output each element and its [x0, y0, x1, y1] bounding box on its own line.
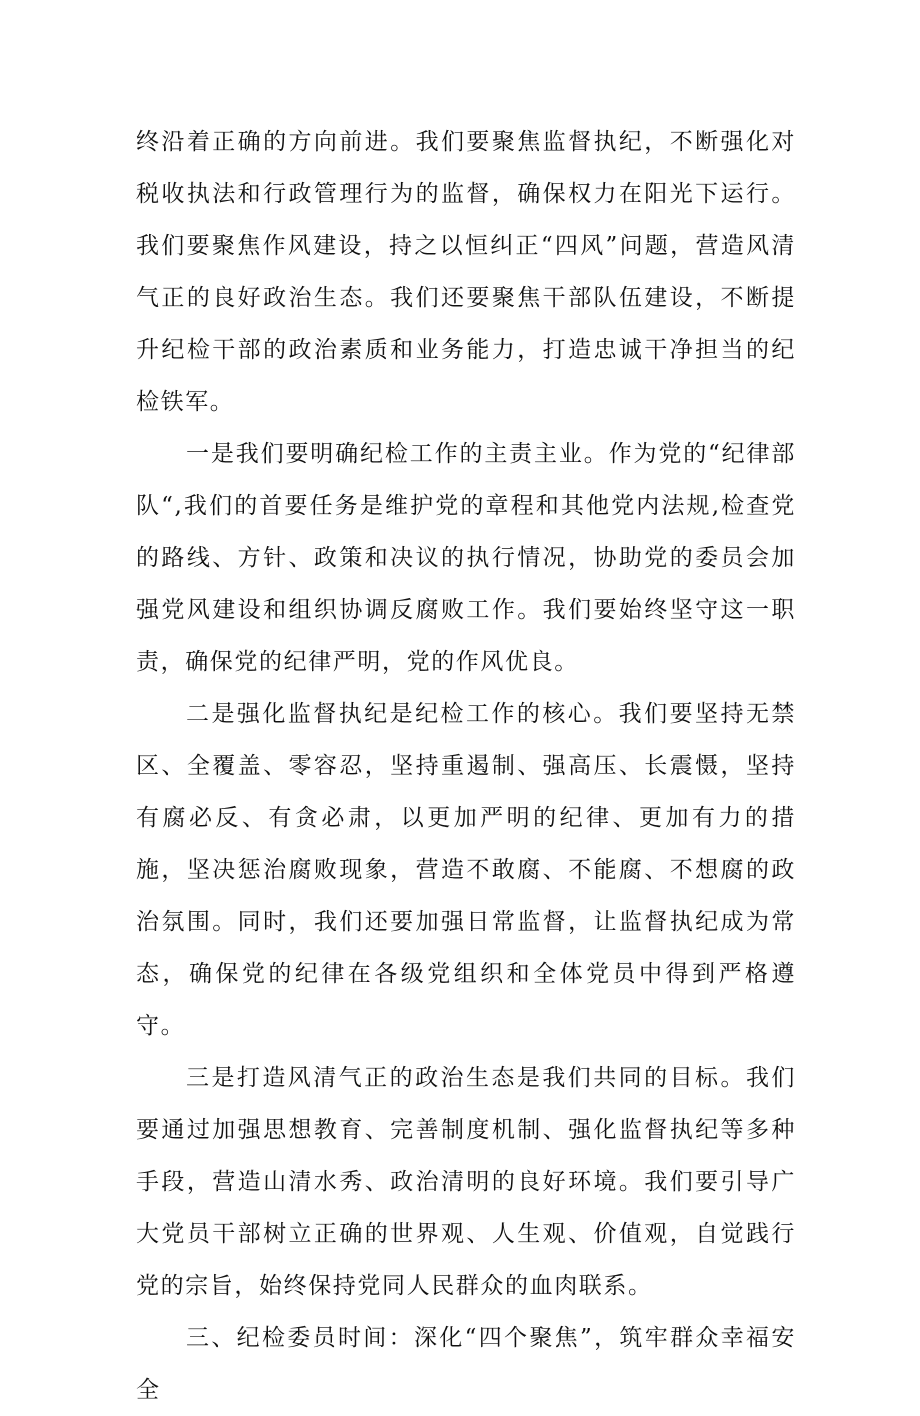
document-body [136, 116, 796, 1416]
section-heading-3: 三、纪检委员时间：深化“四个聚焦”，筑牢群众幸福安全 [136, 1325, 796, 1403]
paragraph-2: 一是我们要明确纪检工作的主责主业。作为党的“纪律部队“,我们的首要任务是维护党的章程和其他党内法规,检查党的路线、方针、政策和决议的执行情况，协助党的委员会加强党风建设和组织协调反腐败工作。我们要始终坚守这一职责，确保党的纪律严明，党的作风优良。 [136, 441, 796, 675]
paragraph-3: 二是强化监督执纪是纪检工作的核心。我们要坚持无禁区、全覆盖、零容忍，坚持重遏制、强高压、长震慑，坚持有腐必反、有贪必肃，以更加严明的纪律、更加有力的措施，坚决惩治腐败现象，营造不敢腐、不能腐、不想腐的政治氛围。同时，我们还要加强日常监督，让监督执纪成为常态，确保党的纪律在各级党组织和全体党员中得到严格遵守。 [136, 701, 796, 1039]
paragraph-4: 三是打造风清气正的政治生态是我们共同的目标。我们要通过加强思想教育、完善制度机制、强化监督执纪等多种手段，营造山清水秀、政治清明的良好环境。我们要引导广大党员干部树立正确的世界观、人生观、价值观，自觉践行党的宗旨，始终保持党同人民群众的血肉联系。 [136, 1065, 796, 1299]
paragraph-1: 终沿着正确的方向前进。我们要聚焦监督执纪，不断强化对税收执法和行政管理行为的监督，确保权力在阳光下运行。我们要聚焦作风建设，持之以恒纠正“四风”问题，营造风清气正的良好政治生态。我们还要聚焦干部队伍建设，不断提升纪检干部的政治素质和业务能力，打造忠诚干净担当的纪检铁军。 [136, 129, 796, 415]
